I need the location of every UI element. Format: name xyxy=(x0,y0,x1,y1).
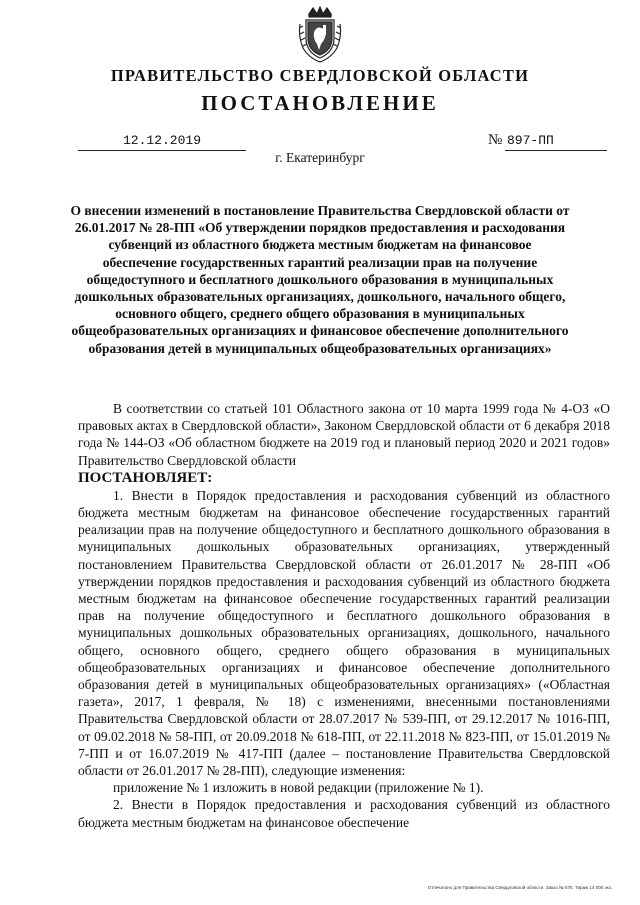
item-2-paragraph: 2. Внести в Порядок предоставления и расходования субвенций из областного бюджета местным бюджетам на финансовое обеспечение xyxy=(78,797,610,830)
government-title: ПРАВИТЕЛЬСТВО СВЕРДЛОВСКОЙ ОБЛАСТИ xyxy=(110,66,530,85)
decree-word: ПОСТАНОВЛЯЕТ: xyxy=(78,469,213,486)
document-type: ПОСТАНОВЛЕНИЕ xyxy=(201,91,439,115)
city: г. Екатеринбург xyxy=(275,150,365,165)
print-note: Отпечатано для Правительства Свердловской области. Заказ № 575. Тираж 14 000 экз. xyxy=(427,885,612,890)
item-1-sub-paragraph: приложение № 1 изложить в новой редакции (приложение № 1). xyxy=(113,780,484,796)
item-1-paragraph: 1. Внести в Порядок предоставления и расходования субвенций из областного бюджета местным бюджетам на финансовое обеспечение государственных гарантий реализации прав на получение общедоступного и бесплатного дошкольного образования в муниципальных дошкольных образовательных организациях, утвержденный постановлением Правительства Свердловской области от 26.01.2017 № 28-ПП «Об утверждении порядков предоставления и расходования субвенций из областного бюджета местным бюджетам на финансовое обеспечение государственных гарантий реализации прав на получение общедоступного и бесплатного дошкольного образования в муниципальных дошкольных образовательных организациях, дошкольного, начального общего, основного общего, среднего общего образования в муниципальных общеобразовательных организациях и финансовое обеспечение дополнительного образования детей в муниципальных общеобразовательных организациях» («Областная газета», 2017, 1 февраля, № 18) с изменениями, внесенными постановлениями Правительства Свердловской области от 28.07.2017 № 539-ПП, от 29.12.2017 № 1016-ПП, от 09.02.2018 № 58-ПП, от 20.09.2018 № 618-ПП, от 22.11.2018 № 823-ПП, от 15.01.2019 № 7-ПП и от 16.07.2019 № 417-ПП (далее – постановление Правительства Свердловской области от 26.01.2017 № 28-ПП), следующие изменения: xyxy=(78,487,610,779)
document-number: 897-ПП xyxy=(505,132,607,151)
document-date: 12.12.2019 xyxy=(78,132,246,151)
document-body xyxy=(78,400,610,831)
document-heading: О внесении изменений в постановление Правительства Свердловской области от 26.01.2017 № 28-ПП «Об утверждении порядков предоставления и расходования субвенций из областного бюджета местным бюджетам на финансовое обеспечение государственных гарантий реализации прав на получение общедоступного и бесплатного дошкольного образования в муниципальных дошкольных образовательных организациях, дошкольного, начального общего, основного общего, среднего общего образования в муниципальных общеобразовательных организациях и финансовое обеспечение дополнительного образования детей в муниципальных общеобразовательных организациях» xyxy=(70,203,570,356)
coat-of-arms-icon xyxy=(297,6,343,64)
number-label: № xyxy=(488,132,503,148)
preamble-paragraph: В соответствии со статьей 101 Областного закона от 10 марта 1999 года № 4-ОЗ «О правовых актах в Свердловской области», Законом Свердловской области от 6 декабря 2018 года № 144-ОЗ «Об областном бюджете на 2019 год и плановый период 2020 и 2021 годов» Правительство Свердловской области xyxy=(78,401,610,468)
